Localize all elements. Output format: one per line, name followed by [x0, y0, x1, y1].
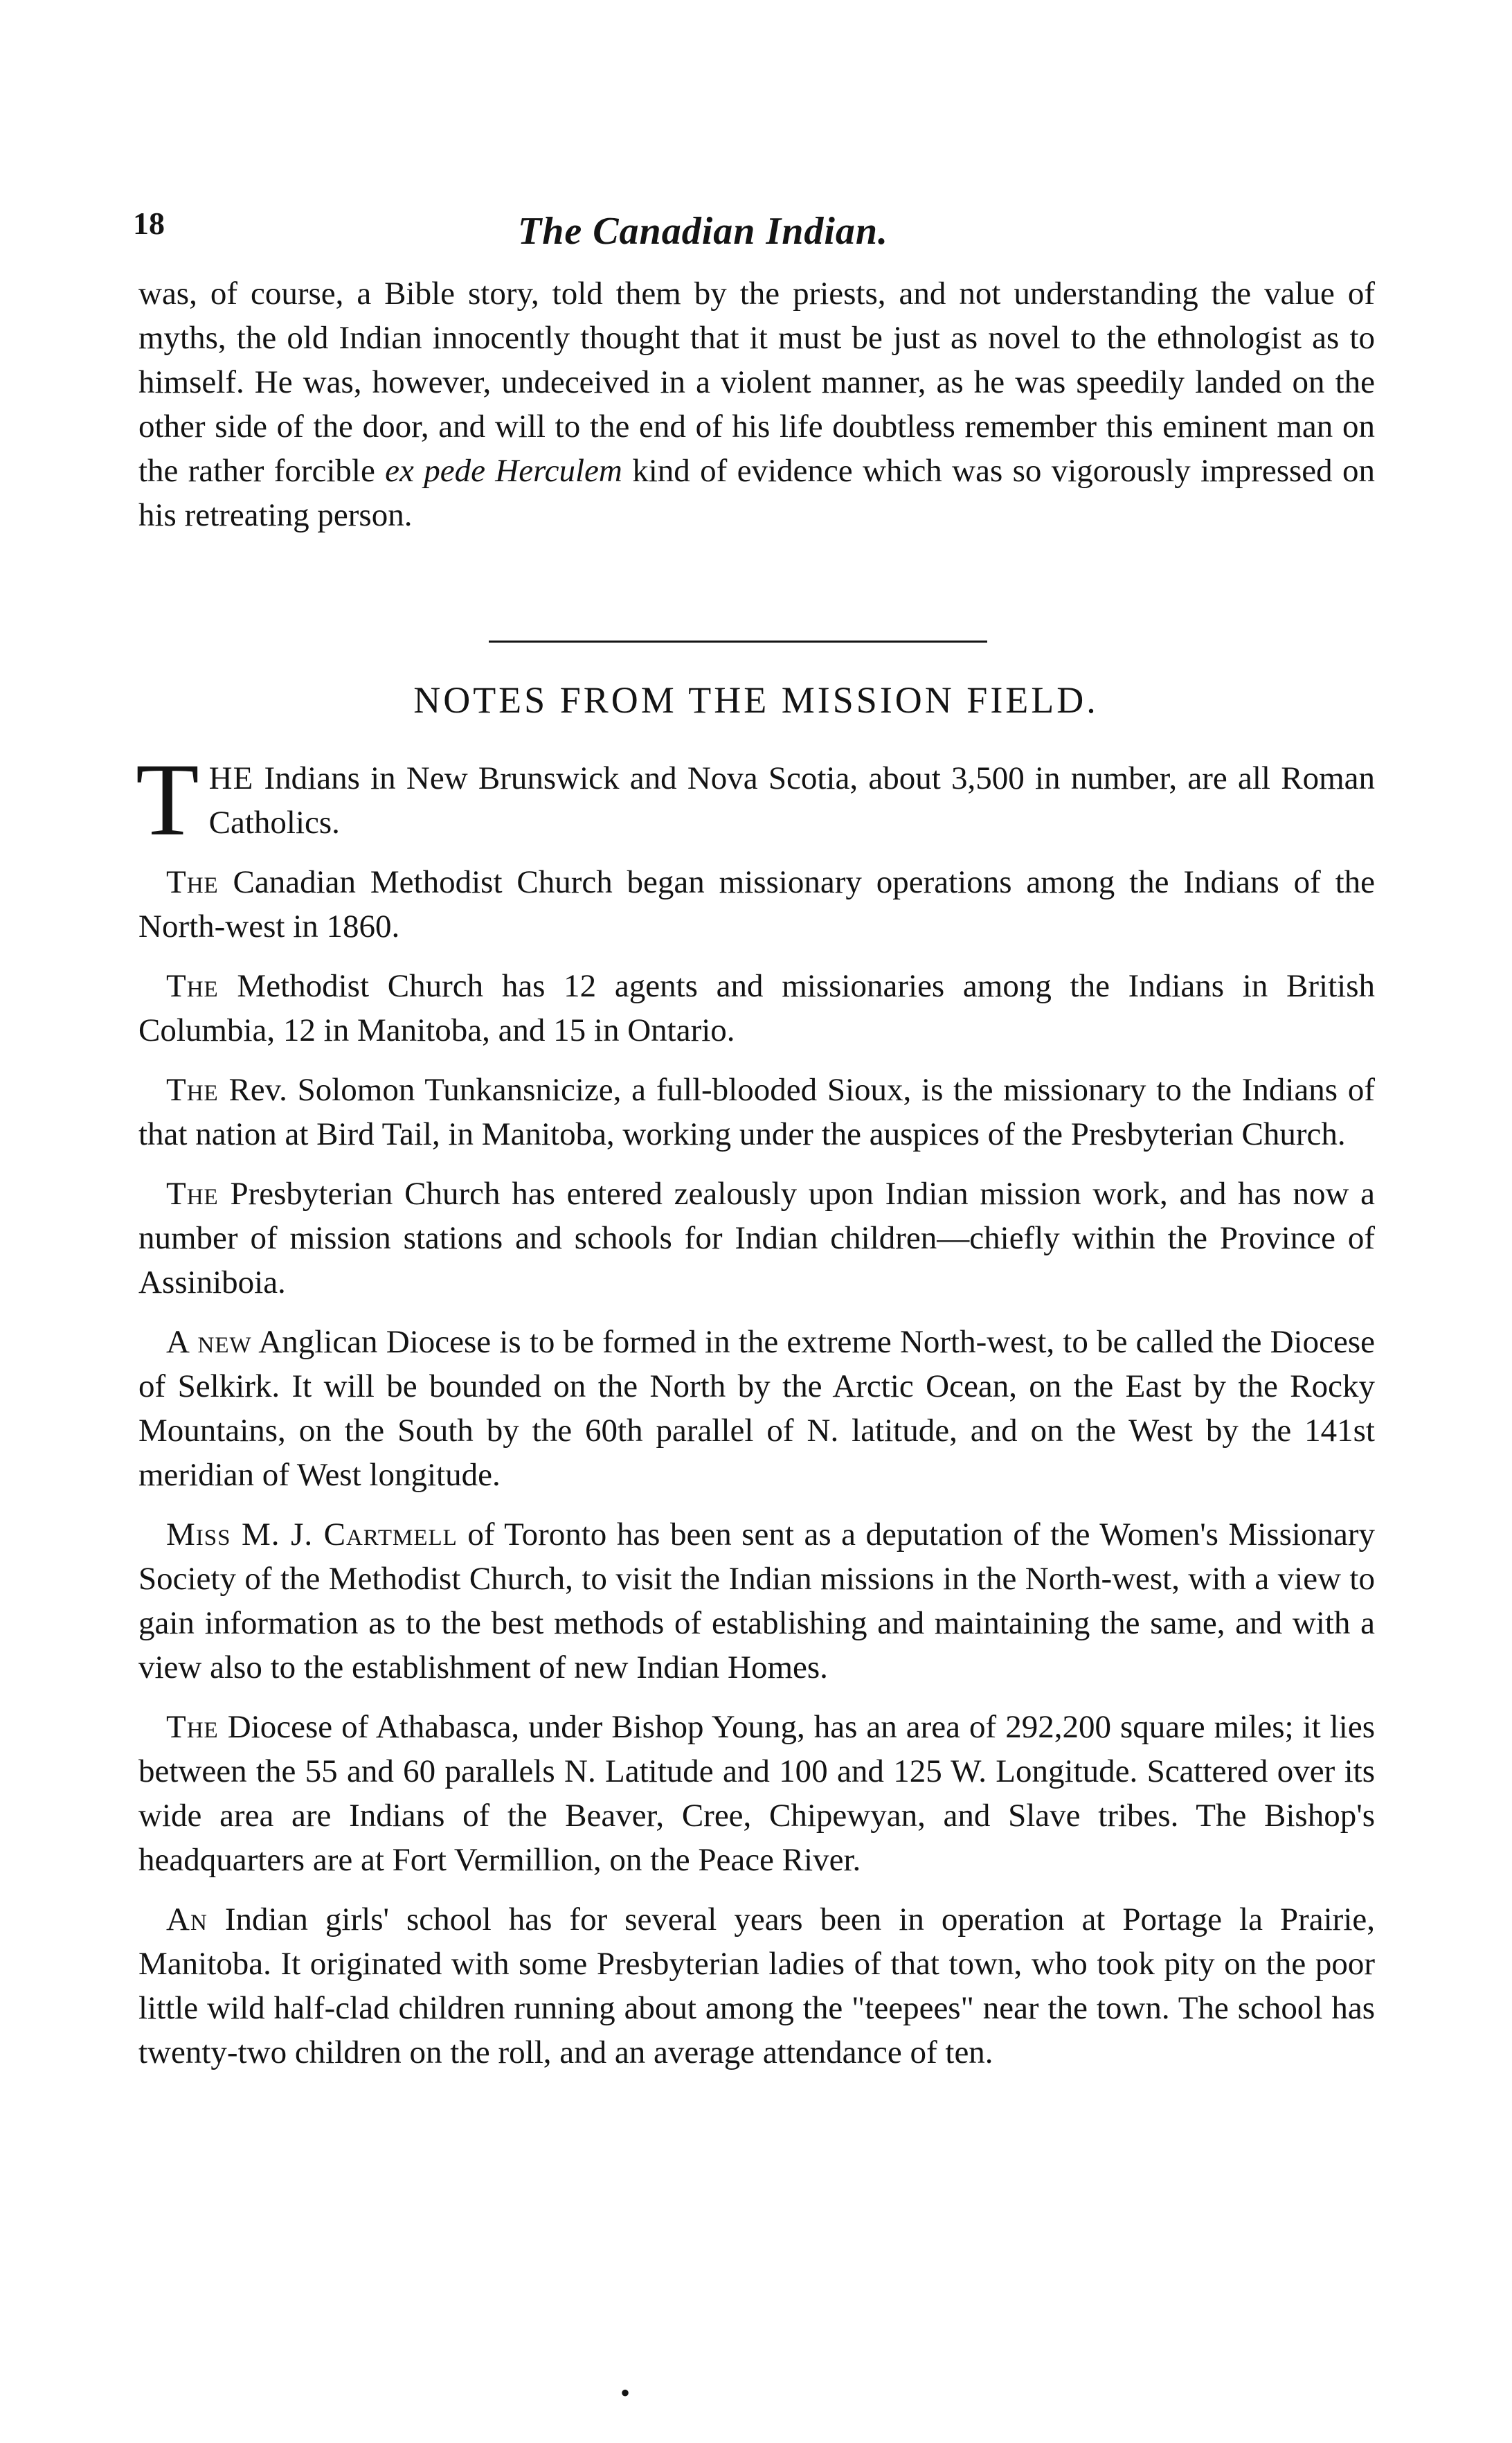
note-lead: The	[166, 1072, 219, 1108]
note-item	[136, 742, 1375, 857]
note-lead: The	[166, 1709, 219, 1745]
running-title: The Canadian Indian.	[518, 210, 889, 253]
note-lead: An	[166, 1901, 208, 1938]
note-item	[138, 860, 1375, 949]
note-text: Indian girls' school has for several years been in operation at Portage la Prairie, Manitoba. It originated with some Presbyterian ladies of that town, who took pity on the poor little wild half-clad children running about among the "teepees" near the town. The school has twenty-two children on the roll, and an average attendance of ten.	[138, 1901, 1375, 2070]
note-text: Canadian Methodist Church began missionary operations among the Indians of the North-west in 1860.	[138, 864, 1375, 945]
note-text: Indians in New Brunswick and Nova Scotia, about 3,500 in number, are all Roman Catholics.	[208, 760, 1375, 841]
section-divider	[489, 641, 987, 643]
prev-paragraph-text-before: was, of course, a Bible story, told them by the priests, and not understanding the value of myths, the old Indian innocently thought that it must be just as novel to the ethnologist as to himself. He was, however, undeceived in a violent manner, as he was speedily landed on the other side of the door, and will to the end of his life doubtless remember this eminent man on the rather forcible	[138, 276, 1375, 489]
note-text: Presbyterian Church has entered zealously upon Indian mission work, and has now a number of mission stations and schools for Indian children—chiefly within the Province of Assiniboia.	[138, 1176, 1375, 1300]
prev-paragraph-text-after: kind of evidence which was so vigorously impressed on his retreating person.	[138, 453, 1376, 533]
note-text: Diocese of Athabasca, under Bishop Young, has an area of 292,200 square miles; it lies between the 55 and 60 parallels N. Latitude and 100 and 125 W. Longitude. Scattered over its wide area are Indians of the Beaver, Cree, Chipewyan, and Slave tribes. The Bishop's headquarters are at Fort Vermillion, on the Peace River.	[138, 1709, 1375, 1878]
note-text: Anglican Diocese is to be formed in the extreme North-west, to be called the Diocese of Selkirk. It will be bounded on the North by the Arctic Ocean, on the East by the Rocky Mountains, on the South by the 60th parallel of N. latitude, and on the West by the 141st meridian of West longitude.	[138, 1324, 1375, 1493]
note-item	[138, 1068, 1375, 1156]
previous-paragraph	[138, 271, 1375, 537]
note-lead: A new	[166, 1324, 252, 1360]
page-number: 18	[133, 206, 165, 241]
note-lead: The	[166, 864, 219, 900]
note-item	[138, 1897, 1375, 2075]
note-item	[138, 964, 1375, 1053]
section-heading: NOTES FROM THE MISSION FIELD.	[413, 679, 1099, 721]
note-lead: The	[166, 1176, 219, 1212]
note-text: Methodist Church has 12 agents and missionaries among the Indians in British Columbia, 12 in Manitoba, and 15 in Ontario.	[138, 968, 1375, 1048]
note-lead: Miss M. J. Cartmell	[166, 1516, 458, 1552]
note-item	[138, 1705, 1375, 1882]
footer-mark: •	[620, 2377, 631, 2408]
note-text: Rev. Solomon Tunkansnicize, a full-blooded Sioux, is the missionary to the Indians of that nation at Bird Tail, in Manitoba, working under the auspices of the Presbyterian Church.	[138, 1072, 1375, 1152]
note-lead: The	[166, 968, 219, 1004]
drop-cap: T	[136, 742, 199, 857]
note-lead: HE	[208, 760, 254, 796]
note-item	[138, 1320, 1375, 1497]
note-item	[138, 1172, 1375, 1305]
prev-paragraph-italic-phrase: ex pede Herculem	[385, 453, 622, 489]
note-item	[138, 1512, 1375, 1690]
notes-list	[136, 742, 1375, 2090]
note-text: of Toronto has been sent as a deputation of the Women's Missionary Society of the Methodist Church, to visit the Indian missions in the North-west, with a view to gain information as to the best methods of establishing and maintaining the same, and with a view also to the establishment of new Indian Homes.	[138, 1516, 1375, 1685]
